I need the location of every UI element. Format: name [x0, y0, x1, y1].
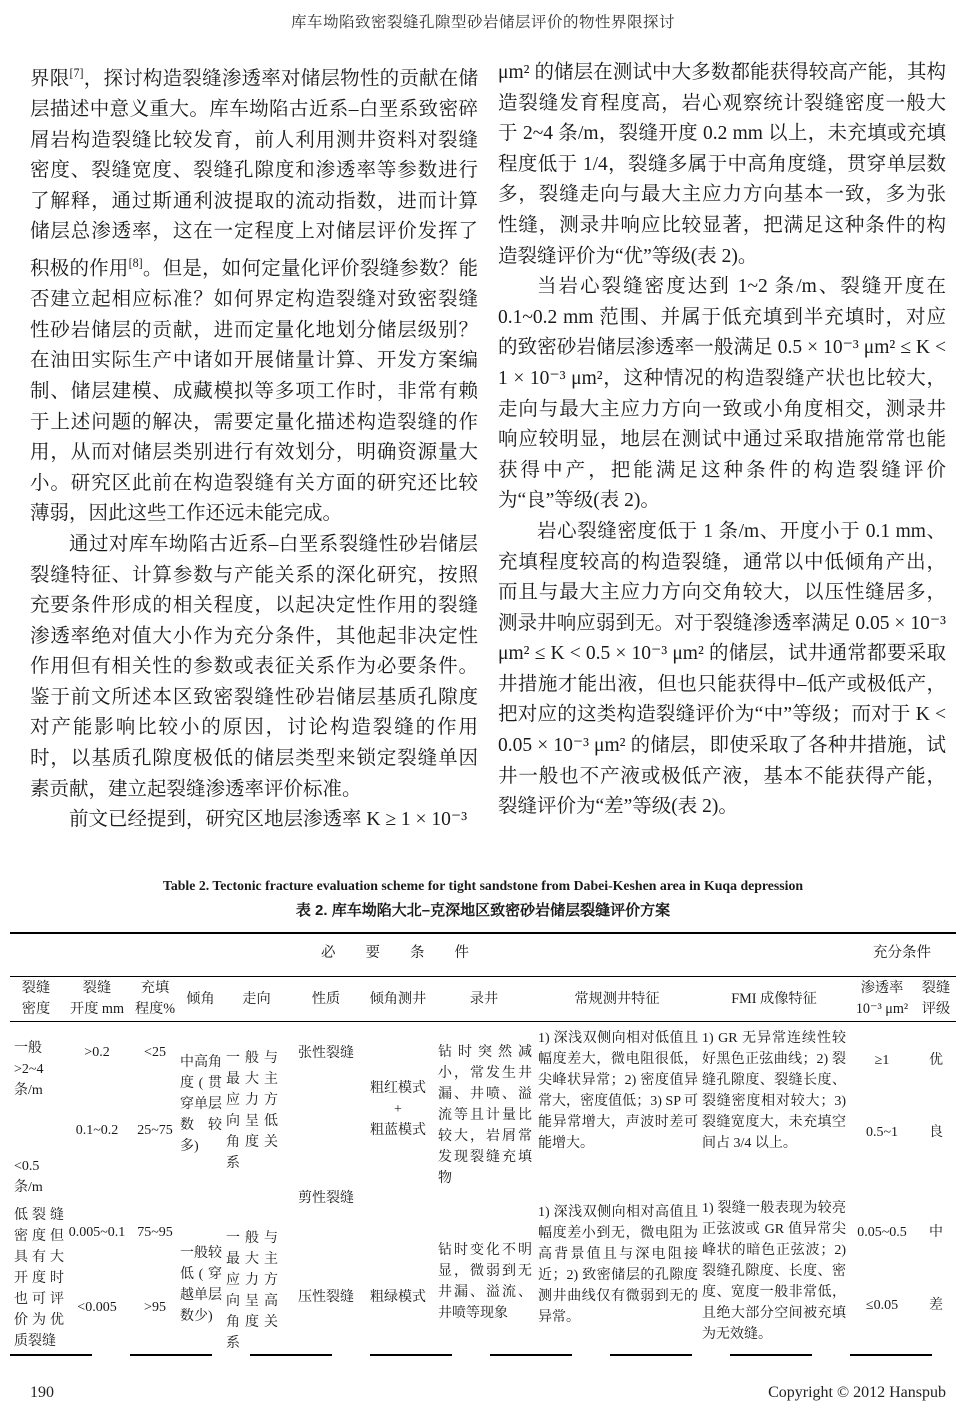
- column-header-nature: 性质: [311, 991, 341, 1007]
- cell-dip-logging-bottom: 粗绿模式: [370, 1290, 426, 1305]
- column-header-conventional-logging: 常规测井特征: [574, 991, 660, 1007]
- cell-filling-row4: >95: [144, 1300, 166, 1315]
- two-column-body: [30, 58, 946, 870]
- cell-aperture-row2: 0.1~0.2: [75, 1123, 119, 1138]
- column-header-dip: 倾角: [186, 991, 215, 1007]
- table-top-rule: [10, 932, 956, 934]
- citation-ref: [7]: [69, 66, 84, 80]
- cell-density-top: 一般 >2~4 条/m: [14, 1041, 44, 1098]
- column-header-filling: 充填 程度%: [134, 980, 176, 1017]
- table-2-fracture-evaluation: [10, 932, 956, 1366]
- cell-nature-compressive: 压性裂缝: [298, 1290, 354, 1305]
- page-footer: [30, 1384, 946, 1402]
- page-number: 190: [30, 1384, 54, 1401]
- cell-mud-logging-top: 钻时突然减小，常发生井漏、井喷、溢流等且计量比较大，岩屑常发现裂缝充填物: [438, 1045, 532, 1186]
- paragraph: 前文已经提到，研究区地层渗透率 K ≥ 1 × 10⁻³: [69, 809, 468, 831]
- cell-nature-shear: 剪性裂缝: [298, 1191, 354, 1206]
- cell-dip-logging-top: 粗红模式 + 粗蓝模式: [370, 1081, 426, 1138]
- running-head-title: 库车坳陷致密裂缝孔隙型砂岩储层评价的物性界限探讨: [290, 14, 675, 31]
- copyright-notice: Copyright © 2012 Hanspub: [768, 1384, 946, 1401]
- cell-aperture-row1: >0.2: [84, 1045, 110, 1060]
- cell-rating-good: 良: [929, 1125, 943, 1140]
- table-header-rule-2: [10, 1021, 956, 1022]
- cell-permeability-row2: 0.5~1: [865, 1125, 899, 1140]
- citation-ref: [8]: [128, 256, 143, 271]
- cell-dip-bottom: 一般较低(穿越单层数少): [180, 1246, 222, 1324]
- cell-density-mid: <0.5 条/m: [14, 1159, 43, 1195]
- table-caption-chinese: 表 2. 库车坳陷大北–克深地区致密砂岩储层裂缝评价方案: [295, 902, 671, 919]
- left-column: [30, 58, 478, 870]
- column-header-mud-logging: 录井: [469, 991, 499, 1007]
- cell-density-bottom: 低裂缝密度但具有大开度时也可评价为优质裂缝: [14, 1208, 64, 1349]
- cell-strike-top: 一般与最大主应力方向呈低角度关系: [226, 1051, 278, 1171]
- paragraph: [30, 58, 478, 530]
- cell-fmi-top: 1) GR 无异常连续性较好黑色正弦曲线；2) 裂缝孔隙度、裂缝长度、裂缝密度相对较大；3)裂缝宽度大，未充填空间占 3/4 以上。: [702, 1031, 846, 1151]
- column-header-strike: 走向: [242, 991, 271, 1007]
- cell-filling-row3: 75~95: [137, 1225, 173, 1240]
- cell-conventional-logging-top: 1) 深浅双侧向相对低值且幅度差大，微电阻很低，尖峰状异常；2) 密度值异常大，密度值低；3) SP 可能异常增大，声波时差可能增大。: [538, 1031, 698, 1151]
- group-header-sufficient-conditions: 充分条件: [873, 945, 931, 961]
- column-header-density: 裂缝 密度: [21, 980, 51, 1017]
- table-bottom-rule: [10, 1354, 956, 1356]
- cell-rating-excellent: 优: [929, 1053, 943, 1068]
- group-header-necessary-conditions: 必要条件: [321, 945, 499, 961]
- paragraph-text: ，探讨构造裂缝渗透率对储层物性的贡献在储层描述中意义重大。库车坳陷古近系–白垩系致密碎屑岩构造裂缝比较发育，前人利用测井资料对裂缝密度、裂缝宽度、裂缝孔隙度和渗透率等参数进行了解释，通过斯通利波提取的流动指数，进而计算储层总渗透率，这在一定程度上对储层评价发挥了积极的作用: [30, 68, 478, 280]
- cell-rating-poor: 差: [929, 1298, 943, 1313]
- cell-mud-logging-bottom: 钻时变化不明显，微弱到无井漏、溢流、井喷等现象: [438, 1243, 532, 1321]
- paragraph: μm² 的储层在测试中大多数都能获得较高产能，其构造裂缝发育程度高，岩心观察统计裂缝密度一般大于 2~4 条/m，裂缝开度 0.2 mm 以上，未充填或充填程度低于 1/4，裂缝多属于中高角度缝，贯穿单层数多，裂缝走向与最大主应力方向基本一致，多为张性缝，测录井响应比较显著，把满足这种条件的构造裂缝评价为“优”等级(表 2)。: [498, 62, 946, 267]
- paragraph-text: 。但是，如何定量化评价裂缝参数？能否建立起相应标准？如何界定构造裂缝对致密裂缝性砂岩储层的贡献，进而定量化地划分储层级别？在油田实际生产中诸如开展储量计算、开发方案编制、储层建模、成藏模拟等多项工作时，非常有赖于上述问题的解决，需要定量化描述构造裂缝的作用，从而对储层类别进行有效划分，明确资源量大小。研究区此前在构造裂缝有关方面的研究还比较薄弱，因此这些工作还远未能完成。: [30, 258, 478, 525]
- cell-fmi-bottom: 1) 裂缝一般表现为较亮正弦波或 GR 值异常尖峰状的暗色正弦波；2) 裂缝孔隙度、长度、密度、宽度一般非常低，且绝大部分空间被充填为无效缝。: [702, 1201, 846, 1342]
- column-header-dip-logging: 倾角测井: [369, 991, 427, 1007]
- table-header-rule-1: [10, 976, 956, 977]
- cell-dip-top: 中高角度(贯穿单层数较多): [180, 1055, 222, 1154]
- table-caption-english: Table 2. Tectonic fracture evaluation scheme for tight sandstone from Dabei-Keshen area in Kuqa depression: [162, 878, 804, 893]
- right-column: [498, 58, 946, 870]
- cell-permeability-row4: ≤0.05: [865, 1298, 899, 1313]
- paragraph: 岩心裂缝密度低于 1 条/m、开度小于 0.1 mm、充填程度较高的构造裂缝，通常以中低倾角产出，而且与最大主应力方向交角较大，以压性缝居多，测录井响应弱到无。对于裂缝渗透率满足 0.05 × 10⁻³ μm² ≤ K < 0.5 × 10⁻³ μm² 的储层，试井通常都要采取井措施才能出液，但也只能获得中–低产或极低产，把对应的这类构造裂缝评价为“中”等级；而对于 K < 0.05 × 10⁻³ μm² 的储层，即使采取了各种井措施，试井一般也不产液或极低产液，基本不能获得产能，裂缝评价为“差”等级(表 2)。: [498, 520, 946, 818]
- cell-filling-row1: <25: [144, 1045, 166, 1060]
- cell-conventional-logging-bottom: 1) 深浅双侧向相对高值且幅度差小到无，微电阻为高背景值且与深电阻接近；2) 致密储层的孔隙度测井曲线仅有微弱到无的异常。: [538, 1205, 698, 1325]
- paragraph: 通过对库车坳陷古近系–白垩系裂缝性砂岩储层裂缝特征、计算参数与产能关系的深化研究，按照充要条件形成的相关程度，以起决定性作用的裂缝渗透率绝对值大小作为充分条件，其他起非决定性作用但有相关性的参数或表征关系作为必要条件。鉴于前文所述本区致密裂缝性砂岩储层基质孔隙度对产能影响比较小的原因，讨论构造裂缝的作用时，以基质孔隙度极低的储层类型来锁定裂缝单因素贡献，建立起裂缝渗透率评价标准。: [30, 533, 478, 800]
- cell-filling-row2: 25~75: [137, 1123, 173, 1138]
- paragraph: 当岩心裂缝密度达到 1~2 条/m、裂缝开度在 0.1~0.2 mm 范围、并属于低充填到半充填时，对应的致密砂岩储层渗透率一般满足 0.5 × 10⁻³ μm² ≤ K < 1 × 10⁻³ μm²，这种情况的构造裂缝产状也比较大，走向与最大主应力方向一致或小角度相交，测录井响应较明显，地层在测试中通过采取措施常常也能获得中产，把能满足这种条件的构造裂缝评价为“良”等级(表 2)。: [498, 276, 946, 512]
- cell-aperture-row3: 0.005~0.1: [68, 1225, 126, 1240]
- cell-nature-tensile: 张性裂缝: [298, 1046, 354, 1061]
- column-header-aperture: 裂缝 开度 mm: [70, 980, 124, 1017]
- cell-permeability-row1: ≥1: [874, 1053, 890, 1068]
- paragraph-text: 界限: [30, 68, 70, 90]
- cell-aperture-row4: <0.005: [77, 1300, 117, 1315]
- column-header-fmi: FMI 成像特征: [731, 991, 817, 1007]
- cell-permeability-row3: 0.05~0.5: [857, 1225, 907, 1240]
- column-header-permeability: 渗透率 10⁻³ μm²: [855, 980, 909, 1017]
- column-header-rating: 裂缝 评级: [921, 980, 951, 1017]
- cell-strike-bottom: 一般与最大主应力方向呈高角度关系: [226, 1231, 278, 1351]
- cell-rating-medium: 中: [929, 1225, 943, 1240]
